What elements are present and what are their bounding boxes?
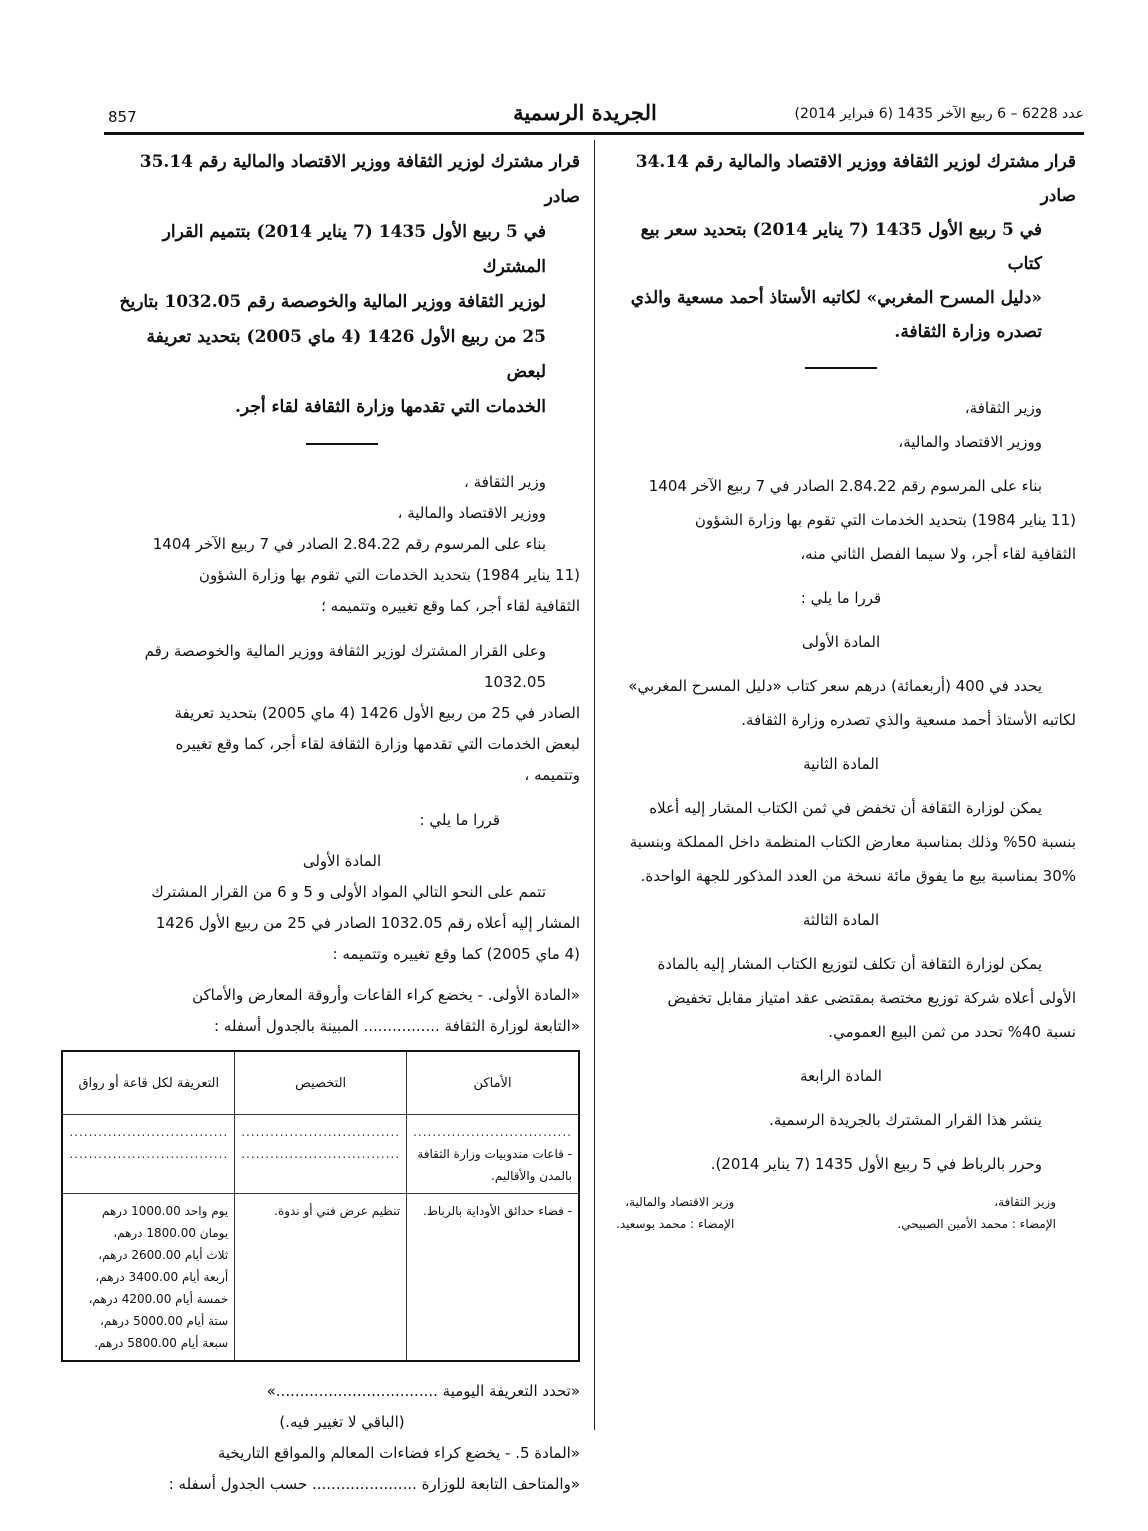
text-line: وعلى القرار المشترك لوزير الثقافة ووزير المالية والخوصصة رقم 1032.05 (144, 642, 546, 691)
right-column (606, 145, 1076, 1235)
text-line: «المادة 5. - يخضع كراء فضاءات المعالم والمواقع التاريخية (217, 1444, 580, 1462)
title-line: 25 من ربيع الأول 1426 (4 ماي 2005) بتحديد تعريفة لبعض (146, 327, 546, 382)
text-line: يحدد في 400 (أربعمائة) درهم سعر كتاب «دليل المسرح المغربي» (628, 677, 1042, 695)
tariff-line: أربعة أيام 3400.00 درهم، (95, 1270, 229, 1284)
section-rule (306, 443, 378, 445)
text-line: وتتميمه ، (524, 766, 580, 784)
article-1-title: المادة الأولى (302, 852, 382, 870)
text-line: «تحدد التعريفة اليومية ..................................» (266, 1382, 580, 1400)
text-line: 30% بمناسبة بيع ما يفوق مائة نسخة من العدد المذكور للجهة الواحدة. (640, 867, 1076, 885)
title-line: في 5 ربيع الأول 1435 (7 يناير 2014) بتتميم القرار المشترك (162, 222, 546, 277)
text-line: الصادر في 25 من ربيع الأول 1426 (4 ماي 2005) بتحديد تعريفة (174, 704, 580, 722)
decided-line: قررا ما يلي : (419, 811, 500, 829)
text-line: «والمتاحف التابعة للوزارة ...................... حسب الجدول أسفله : (168, 1475, 580, 1493)
text-line: تتمم على النحو التالي المواد الأولى و 5 و 6 من القرار المشترك (151, 883, 546, 901)
section-rule (805, 367, 877, 369)
text-line: (11 يناير 1984) بتحديد الخدمات التي تقوم بها وزارة الشؤون (694, 511, 1076, 529)
text-line: «التابعة لوزارة الثقافة ................ المبينة بالجدول أسفله : (213, 1017, 580, 1035)
text-line: الثقافية لقاء أجر، كما وقع تغييره وتتميمه ؛ (321, 597, 580, 615)
text-line: ينشر هذا القرار المشترك بالجريدة الرسمية. (769, 1111, 1042, 1129)
text-line: «المادة الأولى. - يخضع كراء القاعات وأروقة المعارض والأماكن (192, 986, 580, 1004)
tariff-line: ثلاث أيام 2600.00 درهم، (98, 1248, 229, 1262)
left-column (69, 145, 580, 1500)
title-line: قرار مشترك لوزير الثقافة ووزير الاقتصاد والمالية رقم 34.14 صادر (635, 152, 1076, 206)
header-rule (104, 132, 1084, 135)
text-line: (الباقي لا تغيير فيه.) (279, 1413, 405, 1431)
text-line: يمكن لوزارة الثقافة أن تكلف لتوزيع الكتاب المشار إليه بالمادة (657, 955, 1042, 973)
col-header-use: التخصيص (235, 1051, 407, 1115)
tariff-line: يومان 1800.00 درهم، (113, 1226, 229, 1240)
issue-line: عدد 6228 – 6 ربيع الآخر 1435 (6 فبراير 2014) (794, 106, 1084, 122)
text-line: الثقافية لقاء أجر، ولا سيما الفصل الثاني منه، (800, 545, 1076, 563)
article-4-title: المادة الرابعة (800, 1067, 882, 1085)
gazette-title: الجريدة الرسمية (513, 100, 657, 125)
signature-culture (897, 1191, 1056, 1235)
signatures (606, 1191, 1076, 1235)
preamble (606, 469, 1076, 571)
column-separator (594, 140, 595, 1430)
tariff-line: سبعة أيام 5800.00 درهم. (94, 1336, 229, 1350)
title-line: تصدره وزارة الثقافة. (894, 322, 1042, 342)
minister-culture: وزير الثقافة، (964, 399, 1042, 417)
decided-line: قررا ما يلي : (800, 589, 882, 607)
title-line: «دليل المسرح المغربي» لكاتبه الأستاذ أحمد مسعية والذي (630, 288, 1042, 308)
text-line: (11 يناير 1984) بتحديد الخدمات التي تقوم بها وزارة الشؤون (198, 566, 580, 584)
text-line: بناء على المرسوم رقم 2.84.22 الصادر في 7 ربيع الآخر 1404 (152, 535, 546, 553)
text-line: المشار إليه أعلاه رقم 1032.05 الصادر في 25 من ربيع الأول 1426 (155, 914, 580, 932)
cell-place: - فضاء حدائق الأوداية بالرباط. (407, 1194, 579, 1362)
text-line: يمكن لوزارة الثقافة أن تخفض في ثمن الكتاب المشار إليه أعلاه (649, 799, 1042, 817)
article-3-title: المادة الثالثة (802, 911, 880, 929)
text-line: لبعض الخدمات التي تقدمها وزارة الثقافة لقاء أجر، كما وقع تغييره (175, 735, 580, 753)
minister-culture: وزير الثقافة ، (464, 473, 546, 491)
article-1-title: المادة الأولى (801, 633, 881, 651)
cell-tariff (62, 1194, 234, 1362)
title-line: الخدمات التي تقدمها وزارة الثقافة لقاء أجر. (235, 397, 546, 417)
text-line: نسبة 40% تحدد من ثمن البيع العمومي. (828, 1023, 1076, 1041)
col-header-places: الأماكن (407, 1051, 579, 1115)
text-line: (4 ماي 2005) كما وقع تغييره وتتميمه : (332, 945, 580, 963)
col-header-tariff: التعريفة لكل قاعة أو رواق (62, 1051, 234, 1115)
tariff-line: ستة أيام 5000.00 درهم، (99, 1314, 229, 1328)
text-line: بناء على المرسوم رقم 2.84.22 الصادر في 7 ربيع الآخر 1404 (648, 477, 1042, 495)
decree-35-title (104, 145, 580, 425)
signer-role: وزير الاقتصاد والمالية، (625, 1195, 735, 1209)
title-line: قرار مشترك لوزير الثقافة ووزير الاقتصاد والمالية رقم 35.14 صادر (139, 152, 580, 207)
signer-name: الإمضاء : محمد الأمين الصبيحي. (897, 1217, 1056, 1231)
decree-34-title (606, 145, 1076, 349)
tariff-line: يوم واحد 1000.00 درهم (101, 1204, 229, 1218)
signature-economy (616, 1191, 734, 1235)
article-2-title: المادة الثانية (803, 755, 879, 773)
cell-use: تنظيم عرض فني أو ندوة. (235, 1194, 407, 1362)
table-row (62, 1194, 579, 1362)
text-line: بنسبة 50% وذلك بمناسبة معارض الكتاب المنظمة داخل المملكة وبنسبة (629, 833, 1076, 851)
title-line: لوزير الثقافة ووزير المالية والخوصصة رقم 1032.05 بتاريخ (119, 292, 546, 312)
tariff-table (61, 1050, 580, 1362)
table-row: ................................. - قاعات مندوبيات وزارة الثقافة بالمدن والأقاليم. ................................. ................................. ................................. ................................. (62, 1115, 579, 1194)
tariff-line: خمسة أيام 4200.00 درهم، (88, 1292, 229, 1306)
page-number: 857 (108, 108, 137, 126)
signer-role: وزير الثقافة، (994, 1195, 1056, 1209)
cell-place: - قاعات مندوبيات وزارة الثقافة بالمدن والأقاليم. (417, 1147, 572, 1183)
signer-name: الإمضاء : محمد بوسعيد. (616, 1217, 735, 1231)
minister-economy: ووزير الاقتصاد والمالية ، (397, 504, 546, 522)
minister-economy: ووزير الاقتصاد والمالية، (898, 433, 1042, 451)
text-line: الأولى أعلاه شركة توزيع مختصة بمقتضى عقد امتياز مقابل تخفيض (667, 989, 1076, 1007)
done-at-line: وحرر بالرباط في 5 ربيع الأول 1435 (7 يناير 2014). (710, 1155, 1042, 1173)
title-line: في 5 ربيع الأول 1435 (7 يناير 2014) بتحديد سعر بيع كتاب (640, 220, 1042, 274)
text-line: لكاتبه الأستاذ أحمد مسعية والذي تصدره وزارة الثقافة. (741, 711, 1076, 729)
